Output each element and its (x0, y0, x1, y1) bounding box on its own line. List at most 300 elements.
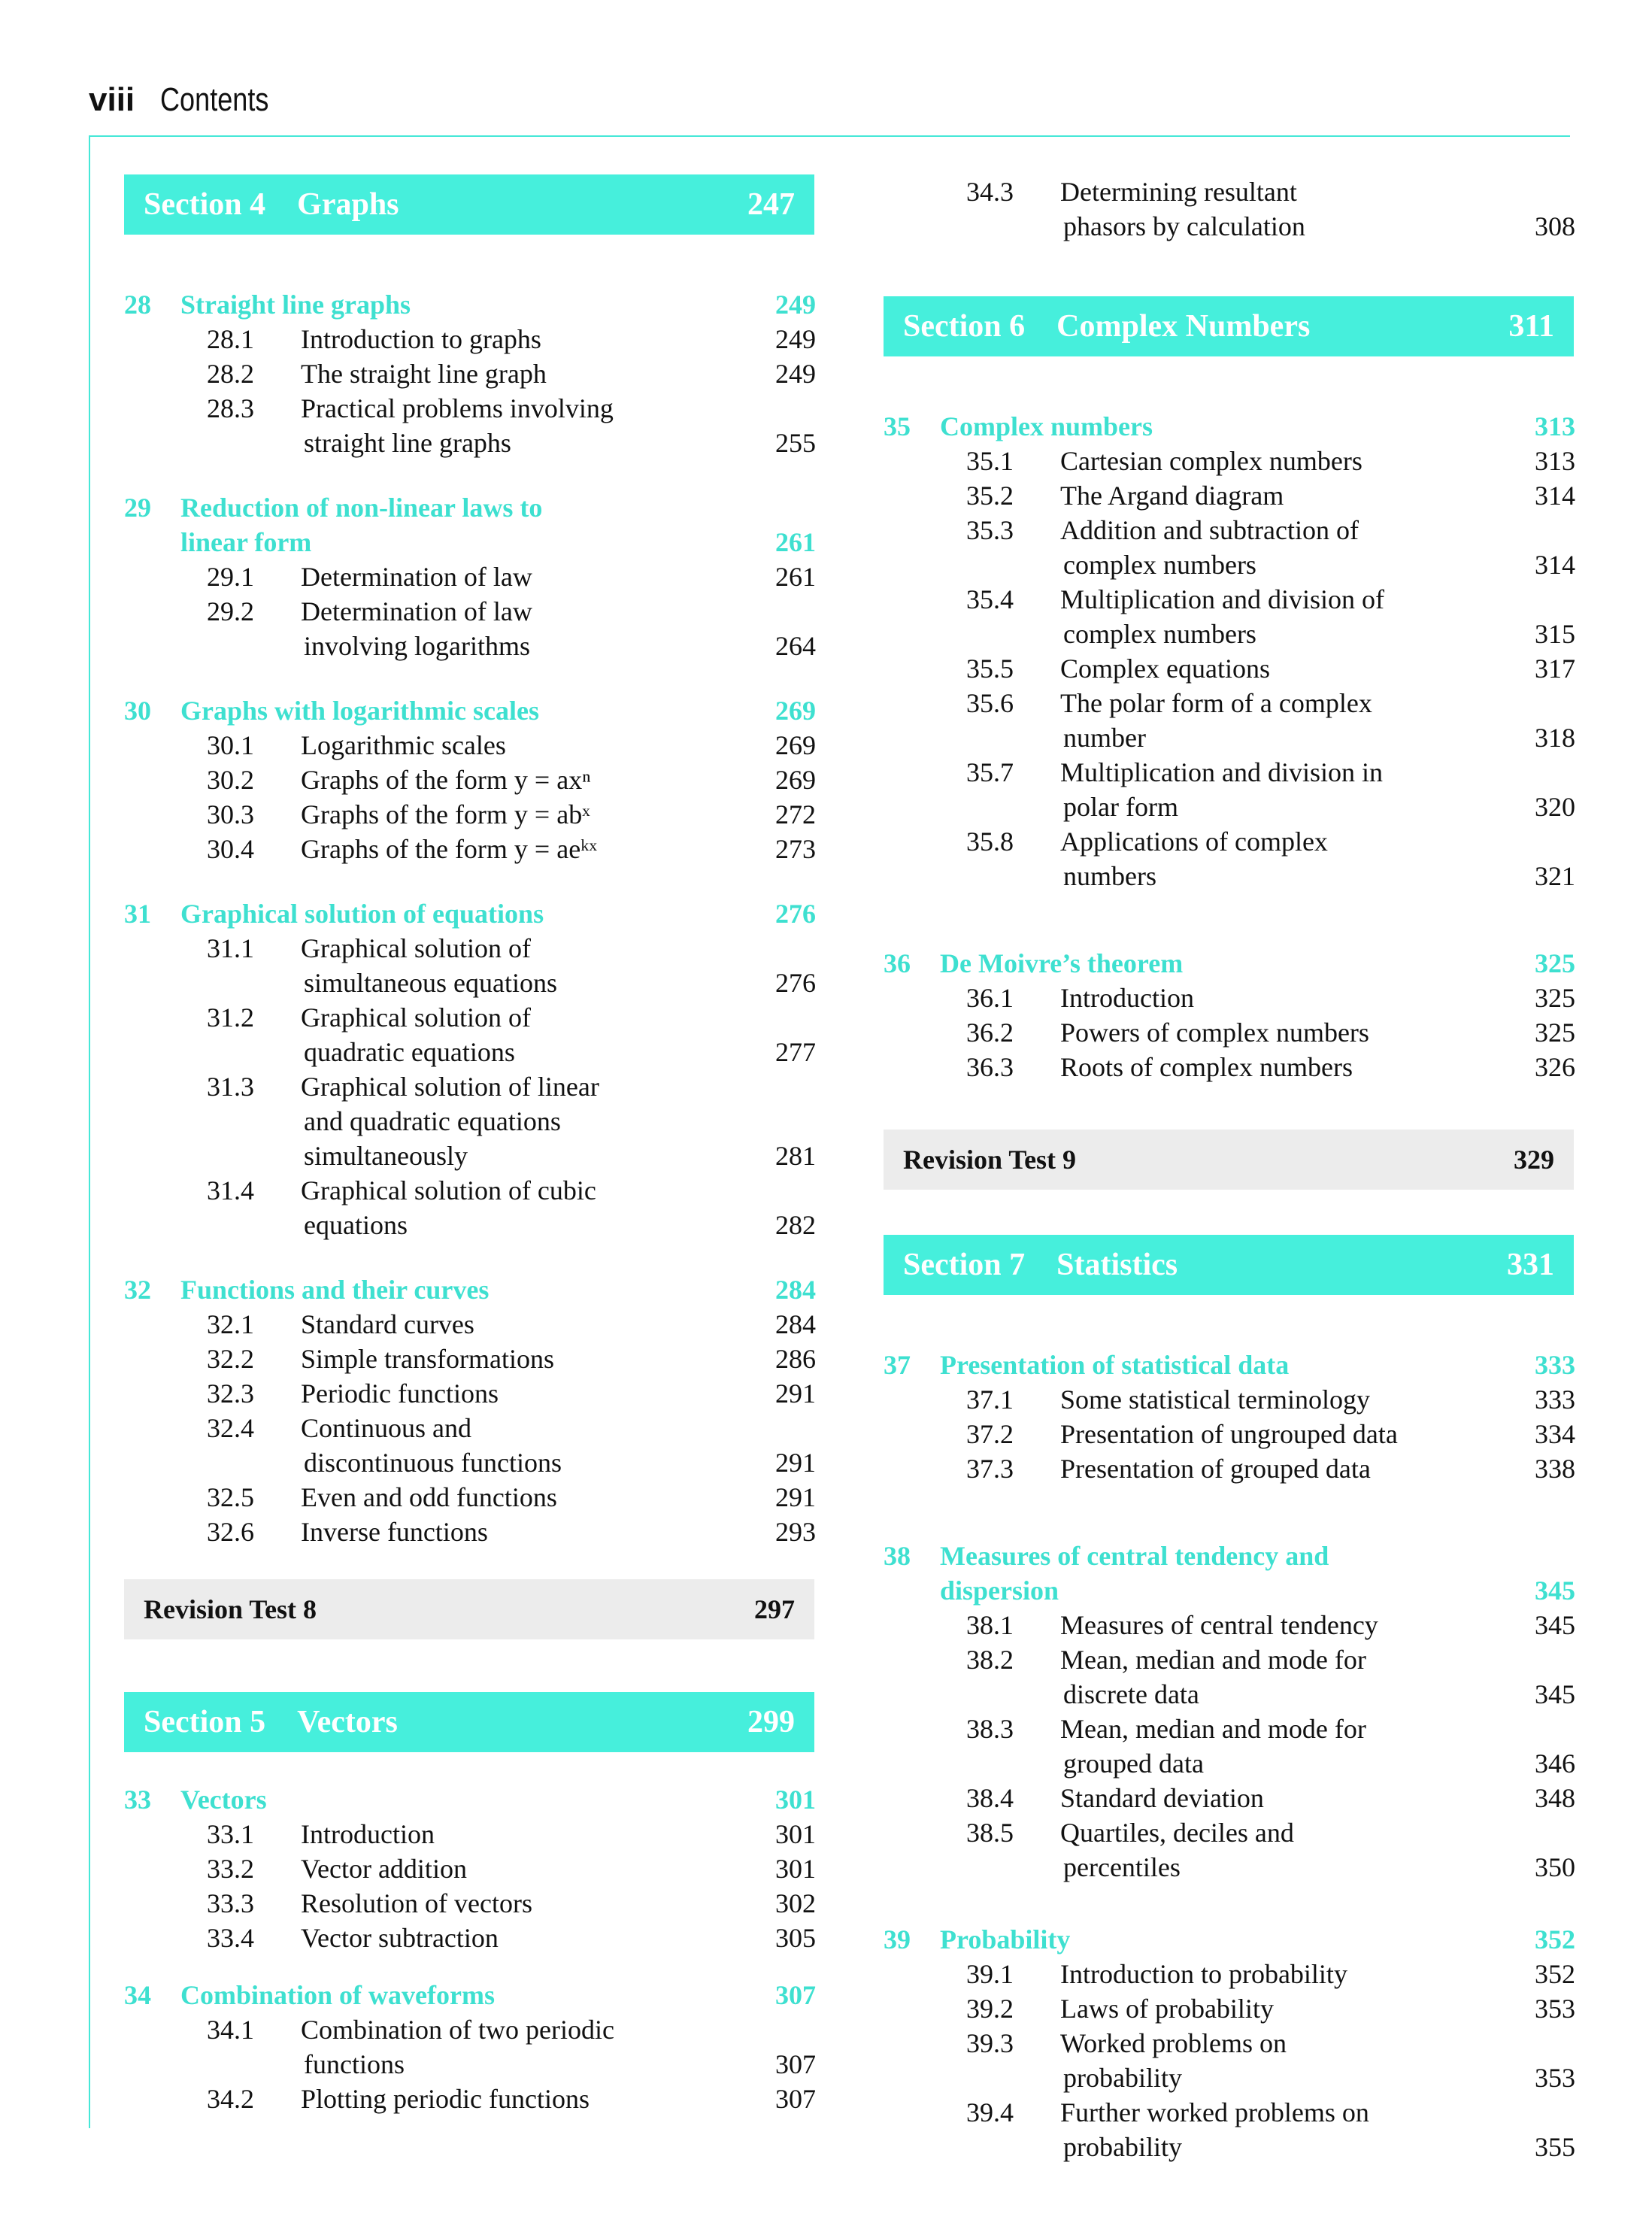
toc-entry[interactable] (884, 1015, 1575, 1050)
toc-entry[interactable] (124, 763, 816, 797)
chapter-title-line: dispersion (940, 1575, 1059, 1606)
entry-title-line: Introduction to probability (1060, 1959, 1347, 1989)
entry-number: 32.6 (207, 1517, 254, 1547)
entry-title-line: number (1063, 723, 1146, 753)
entry-title-line: Introduction to graphs (301, 324, 541, 354)
toc-entry[interactable] (124, 1000, 816, 1069)
chapter-heading[interactable] (884, 946, 1575, 981)
entry-title (1023, 1781, 1515, 1815)
entry-number: 32.3 (207, 1378, 254, 1409)
toc-entry[interactable] (884, 1417, 1575, 1451)
chapter-number: 39 (884, 1924, 911, 1954)
entry-title (1023, 444, 1515, 478)
chapter-heading[interactable] (884, 409, 1575, 444)
toc-entry[interactable] (124, 728, 816, 763)
chapter-title (940, 946, 1515, 981)
toc-entry[interactable] (884, 1050, 1575, 1084)
entry-title (1023, 1712, 1515, 1781)
revision-test[interactable] (884, 1130, 1574, 1190)
entry-page: 249 (775, 359, 816, 389)
toc-block (884, 409, 1575, 893)
entry-title-line: probability (1063, 2063, 1182, 2093)
chapter-heading[interactable] (884, 1348, 1575, 1382)
entry-number: 32.4 (207, 1413, 254, 1443)
entry-title-line: Determination of law (301, 596, 532, 626)
entry-page: 346 (1535, 1748, 1575, 1779)
toc-entry[interactable] (124, 1851, 816, 1886)
chapter-heading[interactable] (124, 490, 816, 560)
toc-entry[interactable] (884, 1781, 1575, 1815)
entry-title-line: Cartesian complex numbers (1060, 446, 1363, 476)
entry-page: 286 (775, 1344, 816, 1374)
entry-title (263, 1817, 756, 1851)
toc-entry[interactable] (124, 1480, 816, 1515)
entry-title (263, 594, 756, 663)
entry-page: 291 (775, 1378, 816, 1409)
page-header (89, 81, 293, 126)
section-label: Section 4 (144, 187, 266, 222)
entry-number: 34.2 (207, 2084, 254, 2114)
entry-page: 315 (1535, 619, 1575, 649)
toc-entry[interactable] (124, 1376, 816, 1411)
section-label: Section 6 (903, 309, 1026, 344)
entry-page: 301 (775, 1819, 816, 1849)
section-title: Graphs (297, 187, 399, 222)
toc-entry[interactable] (884, 1642, 1575, 1712)
entry-page: 321 (1535, 861, 1575, 891)
toc-entry[interactable] (124, 1817, 816, 1851)
entry-number: 38.1 (966, 1610, 1014, 1640)
toc-entry[interactable] (124, 2082, 816, 2116)
toc-block (124, 1272, 816, 1549)
entry-page: 277 (775, 1037, 816, 1067)
chapter-title-line: Probability (940, 1924, 1071, 1954)
entry-title (263, 2012, 756, 2082)
entry-number: 36.3 (966, 1052, 1014, 1082)
toc-entry[interactable] (884, 513, 1575, 582)
entry-title-line: Vector subtraction (301, 1923, 499, 1953)
entry-title-line: Addition and subtraction of (1060, 515, 1359, 545)
chapter-heading[interactable] (124, 1272, 816, 1307)
entry-title-line: Complex equations (1060, 654, 1270, 684)
entry-number: 30.3 (207, 799, 254, 829)
entry-page: 284 (775, 1309, 816, 1339)
chapter-number: 32 (124, 1275, 151, 1305)
chapter-page: 301 (775, 1785, 816, 1815)
entry-number: 39.4 (966, 2097, 1014, 2127)
entry-title (1023, 1451, 1515, 1486)
entry-title (1023, 1991, 1515, 2026)
entry-number: 37.2 (966, 1419, 1014, 1449)
entry-title (263, 832, 756, 866)
entry-title (1023, 478, 1515, 513)
toc-entry[interactable] (884, 1382, 1575, 1417)
toc-entry[interactable] (124, 931, 816, 1000)
toc-entry[interactable] (124, 1307, 816, 1342)
entry-number: 30.2 (207, 765, 254, 795)
chapter-page: 276 (775, 899, 816, 929)
entry-title-line: Multiplication and division in (1060, 757, 1383, 787)
entry-title (263, 797, 756, 832)
entry-title (263, 1886, 756, 1921)
entry-number: 36.2 (966, 1017, 1014, 1048)
entry-number: 34.3 (966, 177, 1014, 207)
toc-entry[interactable] (124, 594, 816, 663)
toc-block (884, 946, 1575, 1084)
entry-page: 348 (1535, 1783, 1575, 1813)
toc-entry[interactable] (884, 444, 1575, 478)
entry-page: 264 (775, 631, 816, 661)
entry-page: 345 (1535, 1610, 1575, 1640)
entry-page: 338 (1535, 1454, 1575, 1484)
toc-entry[interactable] (124, 1069, 816, 1173)
margin-rule (89, 135, 90, 2128)
chapter-page: 325 (1535, 948, 1575, 978)
entry-title-line: Presentation of grouped data (1060, 1454, 1371, 1484)
entry-title (1023, 1608, 1515, 1642)
entry-number: 34.1 (207, 2015, 254, 2045)
revision-page: 297 (754, 1594, 795, 1624)
entry-title-line: Presentation of ungrouped data (1060, 1419, 1398, 1449)
entry-title-line: Practical problems involving (301, 393, 614, 423)
toc-entry[interactable] (884, 1991, 1575, 2026)
entry-number: 31.4 (207, 1175, 254, 1205)
entry-page: 282 (775, 1210, 816, 1240)
entry-title-line: Determining resultant (1060, 177, 1297, 207)
section-label: Section 5 (144, 1705, 266, 1739)
toc-entry[interactable] (124, 391, 816, 460)
chapter-number: 28 (124, 290, 151, 320)
entry-page: 326 (1535, 1052, 1575, 1082)
entry-number: 31.1 (207, 933, 254, 963)
entry-number: 36.1 (966, 983, 1014, 1013)
toc-entry[interactable] (124, 356, 816, 391)
chapter-title-line: Straight line graphs (180, 290, 411, 320)
entry-title-line: quadratic equations (304, 1037, 515, 1067)
entry-number: 32.2 (207, 1344, 254, 1374)
section-header[interactable] (124, 174, 814, 235)
entry-number: 38.3 (966, 1714, 1014, 1744)
entry-number: 33.4 (207, 1923, 254, 1953)
entry-title (1023, 1642, 1515, 1712)
revision-title: Revision Test 9 (903, 1145, 1077, 1175)
toc-block (884, 1348, 1575, 1486)
entry-title-line: Combination of two periodic (301, 2015, 614, 2045)
entry-page: 308 (1535, 211, 1575, 241)
chapter-page: 269 (775, 696, 816, 726)
toc-entry[interactable] (884, 1957, 1575, 1991)
toc-entry[interactable] (884, 582, 1575, 651)
chapter-page: 249 (775, 290, 816, 320)
entry-title (263, 1480, 756, 1515)
entry-title-line: Mean, median and mode for (1060, 1645, 1366, 1675)
section-title: Complex Numbers (1056, 309, 1311, 344)
entry-title (1023, 2026, 1515, 2095)
chapter-heading[interactable] (124, 1978, 816, 2012)
chapter-page: 333 (1535, 1350, 1575, 1380)
entry-title (263, 1173, 756, 1242)
chapter-number: 29 (124, 493, 151, 523)
toc-entry[interactable] (124, 1921, 816, 1955)
entry-title (1023, 981, 1515, 1015)
entry-number: 29.2 (207, 596, 254, 626)
entry-number: 29.1 (207, 562, 254, 592)
entry-title-line: polar form (1063, 792, 1178, 822)
entry-number: 31.3 (207, 1072, 254, 1102)
chapter-number: 36 (884, 948, 911, 978)
entry-title (263, 1515, 756, 1549)
entry-title (1023, 1957, 1515, 1991)
chapter-page: 352 (1535, 1924, 1575, 1954)
entry-title (1023, 686, 1515, 755)
entry-page: 353 (1535, 1994, 1575, 2024)
chapter-title-line: Graphs with logarithmic scales (180, 696, 539, 726)
entry-number: 28.1 (207, 324, 254, 354)
chapter-page: 345 (1535, 1575, 1575, 1606)
entry-number: 39.1 (966, 1959, 1014, 1989)
toc-entry[interactable] (884, 1608, 1575, 1642)
toc-block (124, 1579, 816, 1639)
entry-title (263, 763, 756, 797)
entry-number: 39.2 (966, 1994, 1014, 2024)
entry-page: 345 (1535, 1679, 1575, 1709)
entry-title-line: Introduction (1060, 983, 1194, 1013)
chapter-title (180, 693, 756, 728)
entry-title-line: The Argand diagram (1060, 481, 1284, 511)
chapter-title-line: Combination of waveforms (180, 1980, 495, 2010)
chapter-title-line: Reduction of non-linear laws to (180, 493, 543, 523)
entry-title (1023, 513, 1515, 582)
entry-number: 35.1 (966, 446, 1014, 476)
entry-title-line: simultaneously (304, 1141, 468, 1171)
entry-title-line: discontinuous functions (304, 1448, 562, 1478)
entry-title-line: Standard deviation (1060, 1783, 1264, 1813)
toc-block (124, 1782, 816, 1955)
revision-test[interactable] (124, 1579, 814, 1639)
toc-block (124, 490, 816, 663)
entry-number: 38.4 (966, 1783, 1014, 1813)
toc-entry[interactable] (884, 686, 1575, 755)
toc-entry[interactable] (884, 1815, 1575, 1885)
entry-number: 35.5 (966, 654, 1014, 684)
entry-title (1023, 1815, 1515, 1885)
toc-entry[interactable] (884, 2095, 1575, 2164)
entry-title-line: Continuous and (301, 1413, 472, 1443)
entry-title (263, 322, 756, 356)
chapter-heading[interactable] (124, 693, 816, 728)
entry-title (1023, 1382, 1515, 1417)
entry-title (1023, 2095, 1515, 2164)
entry-title-line: numbers (1063, 861, 1156, 891)
toc-entry[interactable] (884, 478, 1575, 513)
entry-number: 35.4 (966, 584, 1014, 614)
entry-title (263, 2082, 756, 2116)
toc-block (884, 1922, 1575, 2164)
entry-number: 33.2 (207, 1854, 254, 1884)
entry-title-line: Standard curves (301, 1309, 474, 1339)
entry-number: 32.5 (207, 1482, 254, 1512)
entry-number: 33.1 (207, 1819, 254, 1849)
chapter-title-line: Functions and their curves (180, 1275, 490, 1305)
chapter-number: 34 (124, 1980, 151, 2010)
entry-page: 334 (1535, 1419, 1575, 1449)
toc-block (884, 1235, 1575, 1295)
entry-number: 38.2 (966, 1645, 1014, 1675)
entry-title-line: Even and odd functions (301, 1482, 557, 1512)
entry-page: 291 (775, 1482, 816, 1512)
entry-title-line: Determination of law (301, 562, 532, 592)
entry-title (263, 1307, 756, 1342)
toc-block (124, 287, 816, 460)
entry-number: 37.1 (966, 1384, 1014, 1415)
toc-entry[interactable] (884, 824, 1575, 893)
section-header[interactable] (884, 1235, 1574, 1295)
entry-title-line: Vector addition (301, 1854, 467, 1884)
entry-number: 35.3 (966, 515, 1014, 545)
section-header[interactable] (884, 296, 1574, 356)
entry-title-line: complex numbers (1063, 550, 1256, 580)
entry-title-line: Graphs of the form y = abˣ (301, 799, 590, 829)
entry-number: 35.8 (966, 826, 1014, 857)
toc-entry[interactable] (124, 1342, 816, 1376)
toc-entry[interactable] (884, 174, 1575, 244)
toc-entry[interactable] (884, 981, 1575, 1015)
entry-number: 37.3 (966, 1454, 1014, 1484)
entry-number: 30.4 (207, 834, 254, 864)
toc-entry[interactable] (124, 1411, 816, 1480)
entry-title-line: The straight line graph (301, 359, 547, 389)
section-header[interactable] (124, 1692, 814, 1752)
entry-number: 35.7 (966, 757, 1014, 787)
entry-title-line: Periodic functions (301, 1378, 499, 1409)
entry-title-line: Measures of central tendency (1060, 1610, 1378, 1640)
chapter-title-line: Vectors (180, 1785, 267, 1815)
entry-page: 269 (775, 730, 816, 760)
entry-title (263, 931, 756, 1000)
chapter-title (180, 1782, 756, 1817)
toc-block (124, 1978, 816, 2116)
section-page: 247 (747, 187, 795, 222)
entry-page: 293 (775, 1517, 816, 1547)
chapter-title-line: linear form (180, 527, 312, 557)
chapter-title (180, 287, 756, 322)
entry-number: 38.5 (966, 1818, 1014, 1848)
entry-title-line: discrete data (1063, 1679, 1199, 1709)
entry-title-line: Mean, median and mode for (1060, 1714, 1366, 1744)
entry-page: 305 (775, 1923, 816, 1953)
chapter-heading[interactable] (124, 287, 816, 322)
chapter-page: 313 (1535, 411, 1575, 441)
entry-title (1023, 651, 1515, 686)
toc-entry[interactable] (884, 755, 1575, 824)
entry-title-line: Roots of complex numbers (1060, 1052, 1353, 1082)
chapter-title-line: Complex numbers (940, 411, 1153, 441)
entry-page: 350 (1535, 1852, 1575, 1882)
toc-block (884, 1130, 1575, 1190)
chapter-number: 33 (124, 1785, 151, 1815)
contents-right-column (884, 174, 1575, 2164)
toc-block (124, 1692, 816, 1752)
entry-page: 261 (775, 562, 816, 592)
chapter-title (180, 490, 756, 560)
entry-title-line: straight line graphs (304, 428, 511, 458)
section-title: Vectors (297, 1705, 398, 1739)
chapter-number: 30 (124, 696, 151, 726)
entry-page: 255 (775, 428, 816, 458)
entry-page: 272 (775, 799, 816, 829)
entry-title-line: Worked problems on (1060, 2028, 1287, 2058)
entry-title (1023, 1015, 1515, 1050)
entry-number: 35.6 (966, 688, 1014, 718)
toc-entry[interactable] (124, 322, 816, 356)
chapter-page: 307 (775, 1980, 816, 2010)
entry-page: 314 (1535, 550, 1575, 580)
chapter-title-line: Measures of central tendency and (940, 1541, 1329, 1571)
entry-title-line: Laws of probability (1060, 1994, 1274, 2024)
entry-title-line: and quadratic equations (304, 1106, 561, 1136)
entry-page: 352 (1535, 1959, 1575, 1989)
entry-title-line: Graphical solution of linear (301, 1072, 599, 1102)
toc-entry[interactable] (124, 2012, 816, 2082)
entry-title (263, 1342, 756, 1376)
entry-title (1023, 1050, 1515, 1084)
chapter-title (180, 1272, 756, 1307)
toc-entry[interactable] (884, 1712, 1575, 1781)
entry-title-line: Introduction (301, 1819, 435, 1849)
entry-title-line: Graphical solution of (301, 1002, 531, 1033)
entry-title-line: probability (1063, 2132, 1182, 2162)
entry-title (263, 1921, 756, 1955)
entry-number: 30.1 (207, 730, 254, 760)
entry-title-line: phasors by calculation (1063, 211, 1305, 241)
entry-title-line: Graphs of the form y = aeᵏˣ (301, 834, 597, 864)
toc-block (124, 174, 816, 235)
chapter-page: 261 (775, 527, 816, 557)
chapter-number: 31 (124, 899, 151, 929)
entry-number: 35.2 (966, 481, 1014, 511)
page-number: viii (89, 81, 135, 118)
toc-entry[interactable] (884, 1451, 1575, 1486)
chapter-page: 284 (775, 1275, 816, 1305)
entry-title-line: The polar form of a complex (1060, 688, 1372, 718)
toc-entry[interactable] (124, 832, 816, 866)
entry-title-line: Quartiles, deciles and (1060, 1818, 1294, 1848)
entry-number: 31.2 (207, 1002, 254, 1033)
toc-entry[interactable] (884, 2026, 1575, 2095)
entry-page: 317 (1535, 654, 1575, 684)
entry-number: 28.3 (207, 393, 254, 423)
chapter-number: 38 (884, 1541, 911, 1571)
chapter-heading[interactable] (884, 1922, 1575, 1957)
chapter-heading[interactable] (124, 1782, 816, 1817)
entry-number: 33.3 (207, 1888, 254, 1918)
chapter-heading[interactable] (124, 896, 816, 931)
toc-entry[interactable] (124, 797, 816, 832)
entry-page: 325 (1535, 1017, 1575, 1048)
toc-entry[interactable] (124, 560, 816, 594)
entry-page: 307 (775, 2084, 816, 2114)
section-title: Statistics (1056, 1248, 1178, 1282)
toc-entry[interactable] (124, 1886, 816, 1921)
toc-entry[interactable] (124, 1515, 816, 1549)
toc-block (884, 174, 1575, 244)
entry-page: 301 (775, 1854, 816, 1884)
chapter-title (940, 1539, 1515, 1608)
toc-entry[interactable] (884, 651, 1575, 686)
chapter-heading[interactable] (884, 1539, 1575, 1608)
entry-title (263, 1000, 756, 1069)
toc-entry[interactable] (124, 1173, 816, 1242)
